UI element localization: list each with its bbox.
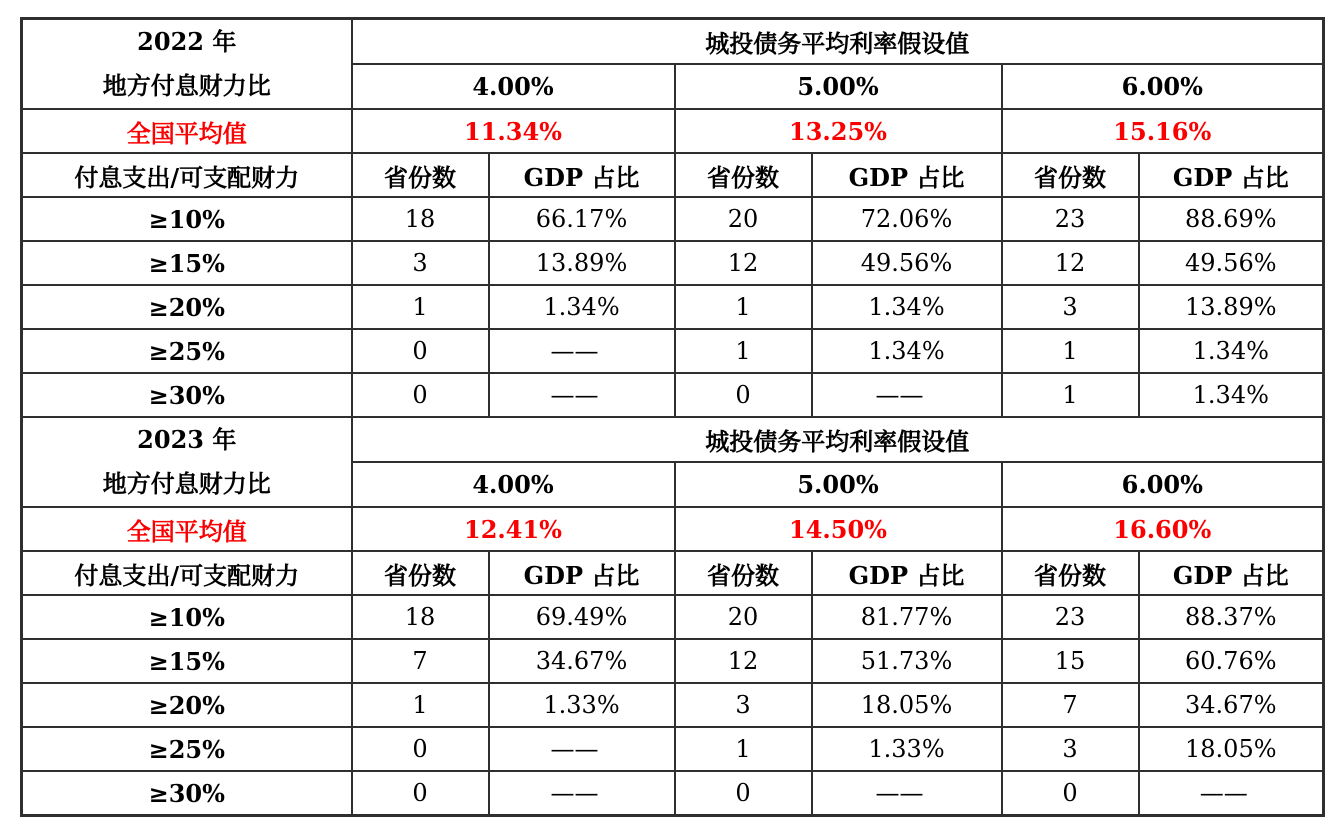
year-label: 2022 年: [137, 27, 237, 56]
national-average-row: [22, 109, 1324, 153]
table-row: [22, 241, 1324, 285]
gdp-share-cell: ——: [1139, 771, 1324, 816]
gdp-share-cell: 1.34%: [489, 285, 675, 329]
national-avg-label: 全国平均值: [22, 507, 352, 551]
gdp-share-cell: 88.37%: [1139, 595, 1324, 639]
province-count-header: 省份数: [675, 153, 812, 197]
threshold-label: ≥25%: [22, 727, 352, 771]
gdp-share-header: GDP 占比: [489, 153, 675, 197]
province-count-cell: 3: [675, 683, 812, 727]
table-row: [22, 595, 1324, 639]
province-count-cell: 1: [352, 683, 489, 727]
national-avg-value: 16.60%: [1002, 507, 1324, 551]
section-2022: [22, 19, 1324, 418]
national-avg-value: 15.16%: [1002, 109, 1324, 153]
province-count-cell: 23: [1002, 595, 1139, 639]
gdp-share-cell: ——: [812, 373, 1002, 417]
province-count-cell: 23: [1002, 197, 1139, 241]
province-count-cell: 20: [675, 197, 812, 241]
gdp-share-cell: 18.05%: [812, 683, 1002, 727]
gdp-share-cell: 1.34%: [1139, 329, 1324, 373]
national-avg-label: 全国平均值: [22, 109, 352, 153]
gdp-share-cell: 60.76%: [1139, 639, 1324, 683]
province-count-cell: 1: [352, 285, 489, 329]
threshold-label: ≥15%: [22, 241, 352, 285]
gdp-share-cell: 18.05%: [1139, 727, 1324, 771]
province-count-cell: 0: [1002, 771, 1139, 816]
threshold-label: ≥15%: [22, 639, 352, 683]
gdp-share-cell: 13.89%: [1139, 285, 1324, 329]
gdp-share-cell: ——: [489, 727, 675, 771]
gdp-share-header: GDP 占比: [812, 153, 1002, 197]
gdp-share-cell: 49.56%: [1139, 241, 1324, 285]
rate-header-6pct: 6.00%: [1002, 462, 1324, 507]
row-header: 付息支出/可支配财力: [22, 551, 352, 595]
province-count-cell: 15: [1002, 639, 1139, 683]
national-avg-value: 11.34%: [352, 109, 675, 153]
threshold-label: ≥10%: [22, 197, 352, 241]
table-row: [22, 771, 1324, 816]
province-count-cell: 20: [675, 595, 812, 639]
gdp-share-header: GDP 占比: [489, 551, 675, 595]
rate-header-4pct: 4.00%: [352, 462, 675, 507]
gdp-share-cell: 81.77%: [812, 595, 1002, 639]
gdp-share-cell: 72.06%: [812, 197, 1002, 241]
gdp-share-cell: 34.67%: [489, 639, 675, 683]
ratio-label: 地方付息财力比: [102, 71, 271, 100]
threshold-label: ≥30%: [22, 771, 352, 816]
year-label: 2023 年: [137, 425, 237, 454]
table-row: [22, 285, 1324, 329]
province-count-cell: 18: [352, 197, 489, 241]
province-count-cell: 1: [675, 329, 812, 373]
gdp-share-cell: 69.49%: [489, 595, 675, 639]
national-avg-value: 14.50%: [675, 507, 1002, 551]
threshold-label: ≥30%: [22, 373, 352, 417]
table-row: [22, 727, 1324, 771]
threshold-label: ≥20%: [22, 683, 352, 727]
gdp-share-cell: ——: [489, 771, 675, 816]
province-count-cell: 3: [1002, 727, 1139, 771]
province-count-cell: 0: [352, 329, 489, 373]
gdp-share-header: GDP 占比: [1139, 551, 1324, 595]
gdp-share-cell: ——: [489, 329, 675, 373]
province-count-cell: 12: [675, 639, 812, 683]
province-count-cell: 1: [1002, 373, 1139, 417]
year-ratio-header-2023: [22, 417, 352, 507]
national-average-row: [22, 507, 1324, 551]
gdp-share-cell: ——: [489, 373, 675, 417]
threshold-label: ≥20%: [22, 285, 352, 329]
year-ratio-header-2022: [22, 19, 352, 110]
gdp-share-cell: ——: [812, 771, 1002, 816]
column-header-row: [22, 551, 1324, 595]
province-count-header: 省份数: [352, 153, 489, 197]
section-2023: [22, 417, 1324, 816]
province-count-cell: 0: [675, 373, 812, 417]
table-row: [22, 373, 1324, 417]
table-row: [22, 639, 1324, 683]
gdp-share-header: GDP 占比: [812, 551, 1002, 595]
province-count-header: 省份数: [1002, 153, 1139, 197]
threshold-label: ≥25%: [22, 329, 352, 373]
rate-header-4pct: 4.00%: [352, 64, 675, 109]
column-header-row: [22, 153, 1324, 197]
table-row: [22, 683, 1324, 727]
table-row: [22, 19, 1324, 65]
gdp-share-cell: 66.17%: [489, 197, 675, 241]
assumption-header: 城投债务平均利率假设值: [352, 417, 1324, 462]
rate-header-5pct: 5.00%: [675, 462, 1002, 507]
province-count-cell: 0: [352, 727, 489, 771]
gdp-share-cell: 1.34%: [812, 329, 1002, 373]
threshold-label: ≥10%: [22, 595, 352, 639]
gdp-share-cell: 49.56%: [812, 241, 1002, 285]
province-count-cell: 0: [352, 373, 489, 417]
province-count-header: 省份数: [352, 551, 489, 595]
table-row: [22, 197, 1324, 241]
province-count-cell: 12: [1002, 241, 1139, 285]
fiscal-interest-table-container: [20, 17, 1322, 817]
gdp-share-cell: 34.67%: [1139, 683, 1324, 727]
gdp-share-cell: 1.33%: [489, 683, 675, 727]
ratio-label: 地方付息财力比: [102, 469, 271, 498]
province-count-cell: 0: [352, 771, 489, 816]
province-count-cell: 0: [675, 771, 812, 816]
national-avg-value: 13.25%: [675, 109, 1002, 153]
row-header: 付息支出/可支配财力: [22, 153, 352, 197]
province-count-cell: 3: [352, 241, 489, 285]
province-count-cell: 1: [675, 285, 812, 329]
gdp-share-cell: 1.34%: [1139, 373, 1324, 417]
gdp-share-cell: 13.89%: [489, 241, 675, 285]
gdp-share-cell: 88.69%: [1139, 197, 1324, 241]
assumption-header: 城投债务平均利率假设值: [352, 19, 1324, 65]
national-avg-value: 12.41%: [352, 507, 675, 551]
rate-header-5pct: 5.00%: [675, 64, 1002, 109]
province-count-cell: 18: [352, 595, 489, 639]
province-count-header: 省份数: [675, 551, 812, 595]
province-count-cell: 3: [1002, 285, 1139, 329]
table-row: [22, 417, 1324, 462]
province-count-cell: 7: [352, 639, 489, 683]
gdp-share-cell: 1.33%: [812, 727, 1002, 771]
province-count-cell: 12: [675, 241, 812, 285]
rate-header-6pct: 6.00%: [1002, 64, 1324, 109]
province-count-header: 省份数: [1002, 551, 1139, 595]
province-count-cell: 1: [1002, 329, 1139, 373]
province-count-cell: 1: [675, 727, 812, 771]
gdp-share-cell: 1.34%: [812, 285, 1002, 329]
gdp-share-cell: 51.73%: [812, 639, 1002, 683]
fiscal-interest-table: [20, 17, 1325, 817]
province-count-cell: 7: [1002, 683, 1139, 727]
gdp-share-header: GDP 占比: [1139, 153, 1324, 197]
table-row: [22, 329, 1324, 373]
